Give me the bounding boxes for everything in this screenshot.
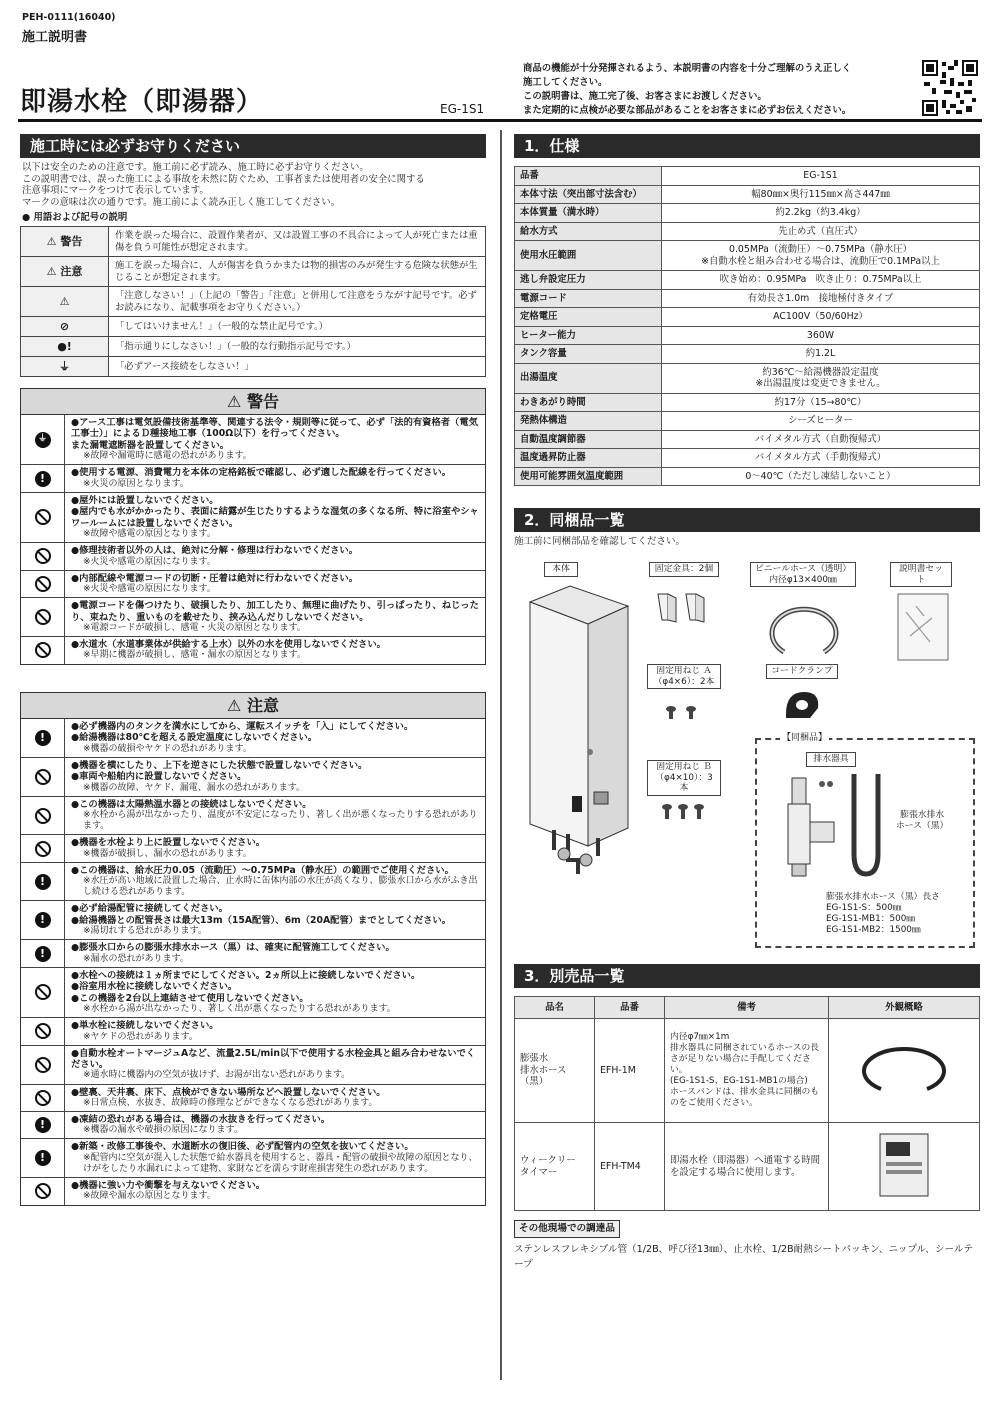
table-row: [21, 227, 486, 257]
prohibited-icon: [35, 1023, 51, 1039]
hose-label: ビニールホース（透明） 内径φ13×400㎜: [750, 562, 856, 587]
notice-row: [21, 1045, 485, 1084]
safety-section-title: 施工時には必ずお守りください: [20, 134, 486, 158]
notice-note: ※電源コードが破損し、感電・火災の原因となります。: [83, 622, 306, 633]
spec-key: 温度過昇防止器: [515, 449, 662, 468]
notice-row: [21, 464, 485, 491]
table-row: [515, 1019, 980, 1123]
spec-key: 品番: [515, 167, 662, 186]
notice-note: ※機器が破損し、漏水の恐れがあります。: [83, 848, 252, 859]
notice-main: ●車両や船舶内に設置しないでください。: [71, 771, 247, 783]
notice-row: [21, 967, 485, 1017]
spec-key: 発熱体構造: [515, 412, 662, 431]
prohibited-icon: [35, 642, 51, 658]
spec-key: 使用可能雰囲気温度範囲: [515, 467, 662, 486]
notice-note: ※水圧が高い地域に設置した場合、止水時に缶体内部の水圧が高くなり、膨張水口から水がふき出し続ける恐れがあります。: [83, 876, 478, 898]
symbol-heading: ● 用語および記号の説明: [22, 212, 128, 223]
notice-main: ●アース工事は電気設備技術基準等、関連する法令・規則等に従って、必ず「法的有資格者（電気工事士）」によるＤ種接地工事（100Ω以下）を行ってください。: [71, 417, 478, 440]
options-table: [514, 996, 980, 1211]
notice-note: ※故障や漏水の原因となります。: [83, 1191, 216, 1202]
clamp-label: コードクランプ: [766, 664, 838, 679]
notice-row: [21, 570, 485, 597]
warning-box: [20, 388, 486, 665]
mandatory-icon: !: [35, 874, 51, 890]
spec-key: わきあがり時間: [515, 393, 662, 412]
mandatory-icon: !: [35, 912, 51, 928]
notice-main: ●給湯機器との配管長さは最大13m（15A配管）、6m（20A配管）までとしてください。: [71, 914, 452, 926]
spec-row: [515, 289, 980, 308]
notice-main: ●壁裏、天井裏、床下、点検ができない場所などへ設置しないでください。: [71, 1086, 386, 1098]
cord-clamp-illustration: [780, 688, 824, 724]
symbol-desc: 「してはいけません！」（一般的な禁止記号です。）: [109, 317, 486, 337]
mandatory-icon: !: [35, 471, 51, 487]
notice-main: ●屋外には設置しないでください。: [71, 494, 219, 506]
options-section-title: 3．別売品一覧: [514, 964, 980, 988]
spec-value: 幅80㎜×奥行115㎜×高さ447㎜: [662, 185, 980, 204]
spec-key: ヒーター能力: [515, 326, 662, 345]
spec-value: EG-1S1: [662, 167, 980, 186]
prohibited-icon: [35, 548, 51, 564]
other-items-text: ステンレスフレキシブル管（1/2B、呼び径13㎜）、止水栓、1/2B耐熱シートパッキン、ニップル、シールテープ: [514, 1244, 974, 1271]
notice-main: ●浴室用水栓に接続しないでください。: [71, 981, 238, 993]
spec-row: [515, 345, 980, 364]
notice-main: ●機器に強い力や衝撃を与えないでください。: [71, 1180, 266, 1192]
screw-a-illustration: [662, 704, 702, 724]
spec-row: [515, 430, 980, 449]
spec-value: 約17分（15→80℃）: [662, 393, 980, 412]
spec-value: 0〜40℃（ただし凍結しないこと）: [662, 467, 980, 486]
notice-row: [21, 900, 485, 939]
warning-label: ⚠ 警告: [21, 227, 109, 257]
spec-row: [515, 449, 980, 468]
table-row: [21, 337, 486, 357]
notice-main: ●使用する電源、消費電力を本体の定格銘板で確認し、必ず適した配線を行ってください。: [71, 467, 451, 479]
bracket-label: 固定金具：2個: [649, 562, 719, 577]
accessories-lead: 施工前に同梱部品を確認してください。: [514, 536, 686, 547]
symbol-desc: 「必ずアース接続をしなさい！」: [109, 357, 486, 377]
notice-note: ※ヤケドの恐れがあります。: [83, 1031, 198, 1042]
mandatory-icon: !: [35, 1150, 51, 1166]
caution-title: ⚠ 注意: [21, 693, 485, 719]
spec-table: [514, 166, 980, 486]
document-type: 施工説明書: [22, 30, 88, 45]
notice-main: ●新築・改修工事後や、水道断水の復旧後、必ず配管内の空気を抜いてください。: [71, 1141, 414, 1153]
bracket-illustration: [652, 590, 712, 626]
notice-row: [21, 415, 485, 464]
notice-main: ●単水栓に接続しないでください。: [71, 1020, 219, 1032]
notice-row: [21, 796, 485, 835]
table-header-row: [515, 997, 980, 1019]
notice-note: ※機器の故障、ヤケド、漏電、漏水の恐れがあります。: [83, 782, 306, 793]
notice-row: [21, 597, 485, 636]
notice-row: [21, 1177, 485, 1204]
black-hose-label: 膨張水排水 ホース（黒）: [896, 810, 949, 831]
model-number: EG-1S1: [440, 102, 485, 116]
spec-key: 使用水圧範囲: [515, 241, 662, 271]
notice-note: ※配管内に空気が混入した状態で給水器具を使用すると、器具・配管の破損や故障の原因となり、けがをしたり水漏れによって建物、家財などを濡らす財産損害発生の恐れがあります。: [83, 1152, 478, 1174]
notice-note: ※機器の漏水や破損の原因になります。: [83, 1125, 243, 1136]
accessories-section-title: 2．同梱品一覧: [514, 508, 980, 532]
bundled-label: 【同梱品】: [782, 733, 828, 743]
spec-row: [515, 271, 980, 290]
prohibited-icon: [35, 576, 51, 592]
option-name: 膨張水 排水ホース （黒）: [515, 1019, 595, 1123]
other-items-heading: その他現場での調達品: [514, 1220, 620, 1238]
notice-row: [21, 1017, 485, 1044]
notice-note: ※水栓から湯が出なかったり、温度が不安定になったり、著しく出が悪くなったりする恐れがあります。: [83, 810, 478, 832]
table-row: [515, 1123, 980, 1211]
spec-row: [515, 204, 980, 223]
spec-value: 約2.2kg（約3.4kg）: [662, 204, 980, 223]
notice-note: ※漏水の恐れがあります。: [83, 953, 189, 964]
earth-icon: ⏚: [21, 357, 109, 377]
notice-note: ※故障や漏電時に感電の恐れがあります。: [83, 451, 252, 462]
spec-key: タンク容量: [515, 345, 662, 364]
notice-note: ※火災の原因となります。: [83, 478, 189, 489]
attention-icon: ⚠: [21, 287, 109, 317]
notice-note: ※故障や感電の原因となります。: [83, 529, 216, 540]
timer-icon: [874, 1130, 934, 1200]
timer-appearance: [829, 1123, 980, 1211]
manual-label: 説明書セット: [890, 562, 952, 587]
spec-key: 本体質量（満水時）: [515, 204, 662, 223]
spec-row: [515, 308, 980, 327]
prohibited-icon: [35, 1090, 51, 1106]
spec-row: [515, 467, 980, 486]
spec-value: 約1.2L: [662, 345, 980, 364]
qr-code[interactable]: [922, 60, 978, 116]
col-note: 備考: [665, 997, 829, 1019]
screw-b-label: 固定用ねじ Ｂ （φ4×10）：3本: [647, 760, 721, 796]
notice-row: [21, 1084, 485, 1111]
notice-row: [21, 492, 485, 542]
notice-main: ●凍結の恐れがある場合は、機器の水抜きを行ってください。: [71, 1113, 331, 1125]
manual-set-illustration: [896, 592, 950, 662]
symbol-desc: 施工を誤った場合に、人が傷害を負うかまたは物的損害のみが発生する危険な状態が生じることが想定されます。: [109, 257, 486, 287]
notice-main: ●膨張水口からの膨張水排水ホース（黒）は、確実に配管施工してください。: [71, 942, 395, 954]
prohibited-icon: [35, 1183, 51, 1199]
notice-main: ●必ず機器内のタンクを満水にしてから、運転スイッチを「入」にしてください。: [71, 721, 414, 732]
warning-title: ⚠ 警告: [21, 389, 485, 415]
option-note: 即湯水栓（即湯器）へ通電する時間を設定する場合に使用します。: [665, 1123, 829, 1211]
option-code: EFH-1M: [595, 1019, 665, 1123]
notice-row: [21, 542, 485, 569]
spec-value: 吹き始め：0.95MPa 吹き止り：0.75MPa以上: [662, 271, 980, 290]
spec-row: [515, 393, 980, 412]
notice-note: ※湯切れする恐れがあります。: [83, 926, 207, 937]
spec-key: 本体寸法（突出部寸法含む）: [515, 185, 662, 204]
mandatory-icon: ●!: [21, 337, 109, 357]
notice-note: ※早期に機器が破損し、感電・漏水の原因となります。: [83, 650, 306, 661]
spec-row: [515, 222, 980, 241]
unit-body-illustration: [524, 584, 634, 894]
hose-appearance: [829, 1019, 980, 1123]
prohibited-icon: [35, 841, 51, 857]
notice-note: ※火災や感電の原因になります。: [83, 556, 216, 567]
option-code: EFH-TM4: [595, 1123, 665, 1211]
prohibited-icon: [35, 984, 51, 1000]
prohibited-icon: [35, 1057, 51, 1073]
table-row: [21, 287, 486, 317]
spec-value: シーズヒーター: [662, 412, 980, 431]
prohibited-icon: [35, 509, 51, 525]
mandatory-icon: !: [35, 1117, 51, 1133]
table-row: [21, 357, 486, 377]
notice-row: [21, 862, 485, 901]
notice-main: ●機器を横にしたり、上下を逆さにした状態で設置しないでください。: [71, 759, 368, 771]
option-name: ウィークリー タイマー: [515, 1123, 595, 1211]
notice-row: [21, 1138, 485, 1177]
notice-note: ※機器の破損やヤケドの恐れがあります。: [83, 743, 252, 754]
earth-icon: ⏚: [35, 432, 51, 448]
notice-row: [21, 719, 485, 757]
prohibited-icon: [35, 769, 51, 785]
col-appearance: 外観概略: [829, 997, 980, 1019]
spec-key: 出湯温度: [515, 363, 662, 393]
prohibited-icon: [35, 808, 51, 824]
spec-row: [515, 167, 980, 186]
notice-note: ※日常点検、水抜き、故障時の修理などができなくなる恐れがあります。: [83, 1097, 378, 1108]
spec-value: バイメタル方式（自動復帰式）: [662, 430, 980, 449]
screw-a-label: 固定用ねじ Ａ （φ4×6）：2本: [647, 664, 721, 689]
spec-value: バイメタル方式（手動復帰式）: [662, 449, 980, 468]
option-note: 内径φ7㎜×1m 排水器具に同梱されているホースの長さが足りない場合に手配してください。 (EG-1S1-S、EG-1S1-MB1の場合) ホースバンドは、排水金具に同梱のものをご使用ください。: [665, 1019, 829, 1123]
notice-main: ●水道水（水道事業体が供給する上水）以外の水を使用しないでください。: [71, 639, 386, 651]
notice-main: ●この機器を2台以上連結させて使用しないでください。: [71, 992, 309, 1004]
spec-value: 約36℃〜給湯機器設定温度 ※出湯温度は変更できません。: [662, 363, 980, 393]
spec-key: 逃し弁設定圧力: [515, 271, 662, 290]
spec-key: 給水方式: [515, 222, 662, 241]
mandatory-icon: !: [35, 730, 51, 746]
caution-label: ⚠ 注意: [21, 257, 109, 287]
spec-value: 有効長さ1.0m 接地極付きタイプ: [662, 289, 980, 308]
intro-text: 商品の機能が十分発揮されるよう、本説明書の内容を十分ご理解のうえ正しく 施工してください。 この説明書は、施工完了後、お客さまにお渡しください。 また定期的に点検が必要な部品があることをお客さまに必ずお伝えください。: [523, 63, 852, 117]
spec-row: [515, 241, 980, 271]
notice-main: ●自動水栓オートマージュAなど、流量2.5L/min以下で使用する水栓金具と組み合わせないでください。: [71, 1047, 476, 1071]
notice-row: [21, 636, 485, 663]
drain-fitting-illustration: [770, 770, 890, 880]
symbol-desc: 「注意しなさい！」（上記の「警告」「注意」と併用して注意をうながす記号です。必ずお読みになり、記載事項をお守りください。）: [109, 287, 486, 317]
notice-main: ●この機器は、給水圧力0.05（流動圧）〜0.75MPa（静水圧）の範囲でご使用ください。: [71, 864, 454, 876]
notice-note: ※通水時に機器内の空気が抜けず、お湯が出ない恐れがあります。: [83, 1070, 351, 1081]
drain-label: 排水器具: [806, 752, 856, 767]
spec-key: 自動温度調節器: [515, 430, 662, 449]
screw-b-illustration: [660, 802, 706, 822]
hose-length-notes: 膨張水排水ホース（黒）長さ EG-1S1-S：500㎜ EG-1S1-MB1：500㎜ EG-1S1-MB2：1500㎜: [826, 892, 940, 935]
spec-value: 先止め式（直圧式）: [662, 222, 980, 241]
notice-note: ※水栓から湯が出なかったり、著しく出が悪くなったりする恐れがあります。: [83, 1004, 396, 1015]
notice-row: [21, 1111, 485, 1138]
spec-key: 定格電圧: [515, 308, 662, 327]
symbol-desc: 作業を誤った場合に、設置作業者が、又は設置工事の不具合によって人が死亡または重傷を負う可能性が想定されます。: [109, 227, 486, 257]
spec-row: [515, 326, 980, 345]
column-divider: [500, 130, 502, 1380]
spec-row: [515, 412, 980, 431]
spec-value: AC100V（50/60Hz）: [662, 308, 980, 327]
col-name: 品名: [515, 997, 595, 1019]
header-rule: [18, 119, 982, 122]
notice-row: [21, 757, 485, 796]
mandatory-icon: !: [35, 946, 51, 962]
notice-main: ●水栓への接続は１ヵ所までにしてください。2ヵ所以上に接続しないでください。: [71, 969, 421, 981]
notice-row: [21, 939, 485, 966]
notice-row: [21, 834, 485, 861]
notice-main: ●給湯機器は80℃を超える設定温度にしないでください。: [71, 732, 318, 744]
notice-main: ●修理技術者以外の人は、絶対に分解・修理は行わないでください。: [71, 545, 359, 557]
document-id: PEH-0111(16040): [22, 12, 116, 23]
notice-note: ※火災や感電の原因になります。: [83, 584, 216, 595]
prohibited-icon: [35, 609, 51, 625]
table-row: [21, 317, 486, 337]
page-title: 即湯水栓（即湯器）: [20, 87, 264, 117]
body-label: 本体: [544, 562, 578, 577]
spec-row: [515, 185, 980, 204]
caution-box: [20, 692, 486, 1206]
spec-section-title: 1．仕様: [514, 134, 980, 158]
notice-main: ●屋内でも水がかかったり、表面に結露が生じたりするような湿気の多くなる所、特に浴室やシャワールームには設置しないでください。: [71, 506, 479, 529]
notice-main: ●内部配線や電源コードの切断・圧着は絶対に行わないでください。: [71, 572, 359, 584]
clear-hose-illustration: [764, 600, 844, 660]
table-row: [21, 257, 486, 287]
black-hose-icon: [849, 1039, 959, 1099]
col-code: 品番: [595, 997, 665, 1019]
symbol-desc: 「指示通りにしなさい！」（一般的な行動指示記号です。）: [109, 337, 486, 357]
symbol-legend-table: [20, 226, 486, 377]
notice-main: また漏電遮断器を設置してください。: [71, 439, 230, 451]
prohibited-icon: ⊘: [21, 317, 109, 337]
spec-value: 0.05MPa（流動圧）〜0.75MPa（静水圧） ※自動水栓と組み合わせる場合は、流動圧で0.1MPa以上: [662, 241, 980, 271]
notice-main: ●電源コードを傷つけたり、破損したり、加工したり、無理に曲げたり、引っぱったり、ねじったり、束ねたり、重いものを載せたり、挟み込んだりしないでください。: [71, 600, 479, 623]
notice-main: ●機器を水栓より上に設置しないでください。: [71, 837, 266, 849]
safety-lead: 以下は安全のための注意です。施工前に必ず読み、施工時に必ずお守りください。 この説明書では、誤った施工による事故を未然に防ぐため、工事者または使用者の安全に関する 注意事項にマークをつけて表示しています。 マークの意味は次の通りです。施工前によく読み正しく施工してください。: [22, 162, 425, 208]
spec-key: 電源コード: [515, 289, 662, 308]
notice-main: ●この機器は太陽熱温水器との接続はしないでください。: [71, 798, 312, 810]
spec-value: 360W: [662, 326, 980, 345]
notice-main: ●必ず給湯配管に接続してください。: [71, 903, 228, 915]
spec-row: [515, 363, 980, 393]
